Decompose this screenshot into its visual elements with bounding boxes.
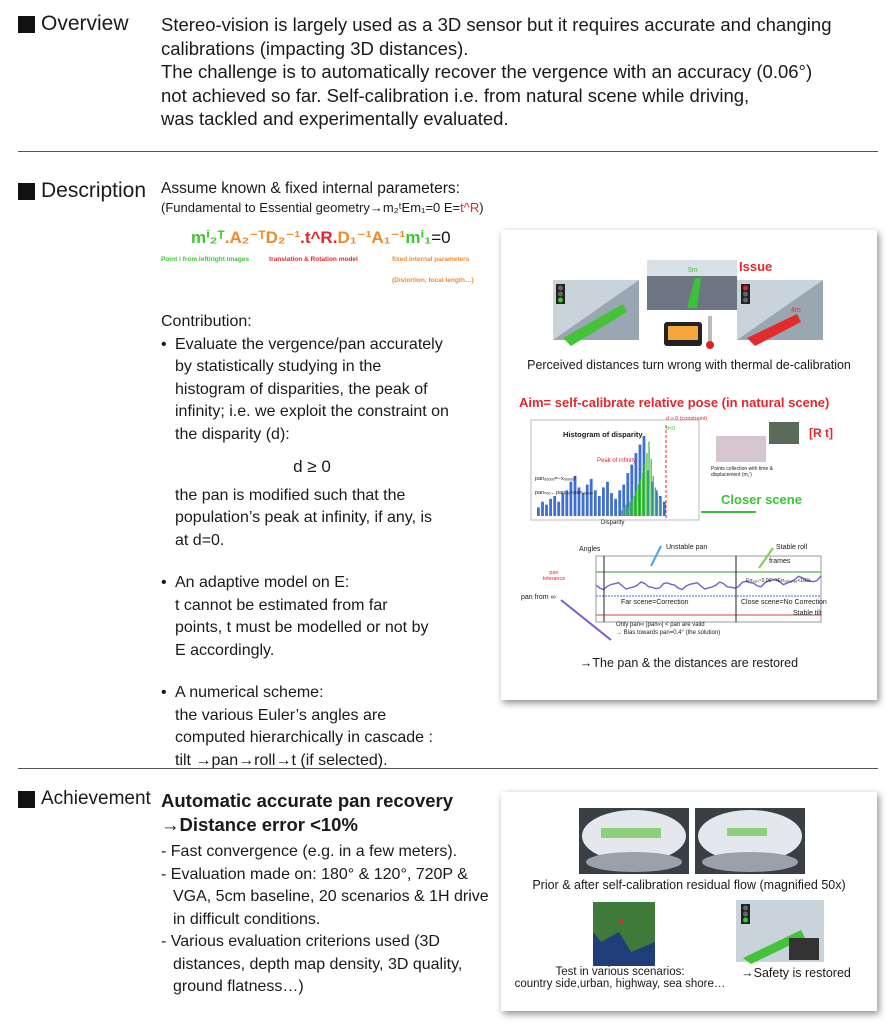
histogram-bar	[561, 493, 564, 516]
pan-tolerance-label: pan tolerance	[542, 570, 566, 582]
histogram-bar-green	[621, 510, 622, 516]
center-road-image	[647, 260, 737, 310]
overview-line: not achieved so far. Self-calibration i.e. from natural scene while driving,	[161, 84, 750, 106]
car-image	[769, 422, 799, 444]
prior-flow-image	[579, 808, 689, 874]
aim-label: Aim= self-calibrate relative pose (in natural scene)	[519, 395, 830, 410]
histogram-bar-green	[644, 465, 645, 516]
histogram-bar-green	[653, 476, 654, 516]
only-pan-label: Only pan∞ |pan∞| < pan are valid	[616, 622, 705, 628]
achievement-item: - Fast convergence (e.g. in a few meters).	[161, 843, 458, 860]
scenarios-caption: Test in various scenarios: country side,urban, highway, sea shore…	[514, 966, 726, 990]
histogram-bar-green	[640, 479, 641, 516]
constraint-equation: d ≥ 0	[293, 457, 331, 476]
angles-label: Angles	[579, 546, 601, 553]
histogram-bar-green	[623, 507, 624, 516]
disparity-axis-label: Disparity	[601, 520, 625, 526]
histogram-bar	[618, 490, 621, 516]
bullet-item: • Evaluate the vergence/pan accurately by statistically studying in the histogram of disparities, the peak of infinity; i.e. we exploit the constraint on the disparity (d): d ≥ 0 the pan is modified such that the population’s peak at infinity, if any, is at d=0.	[161, 335, 449, 549]
histogram-bar-green	[648, 442, 649, 516]
achievement-title-2: →Distance error <10%	[161, 814, 358, 835]
histogram-bar	[582, 493, 585, 516]
overview-line: Stereo-vision is largely used as a 3D sensor but it requires accurate and changing	[161, 14, 832, 35]
contribution-label: Contribution:	[161, 313, 252, 330]
d-lt0-label: d<0	[666, 426, 676, 432]
safety-caption: →Safety is restored	[741, 966, 851, 980]
square-bullet-icon	[18, 183, 35, 200]
safety-scene-image	[736, 900, 824, 964]
description-heading-text: Description	[41, 179, 147, 202]
achievement-column	[161, 789, 491, 999]
bullet-item: • A numerical scheme: the various Euler’s angles are computed hierarchically in cascade : tilt →pan→roll→t (if selected).	[161, 684, 433, 769]
pan-offset-1: panₒₒₒₒₒ=−xₒₒₒₒₒf	[535, 476, 576, 482]
left-scene-image	[553, 280, 639, 346]
overview-line: The challenge is to automatically recover the vergence with an accuracy (0.06°)	[161, 61, 813, 82]
close-scene-label: Close scene=No Correction	[741, 599, 827, 606]
frames-label: frames	[769, 558, 791, 565]
section-divider	[18, 768, 878, 769]
achievement-heading-text: Achievement	[41, 788, 151, 809]
description-column	[161, 178, 491, 772]
points-image	[716, 436, 766, 462]
achievement-item: - Evaluation made on: 180° & 120°, 720P & VGA, 5cm baseline, 20 scenarios & 1H drive in difficult conditions.	[161, 865, 489, 928]
square-bullet-icon	[18, 16, 35, 33]
achievement-heading	[18, 788, 151, 810]
histogram-bar	[574, 476, 577, 516]
description-heading	[18, 179, 146, 203]
achievement-title-1: Automatic accurate pan recovery	[161, 790, 454, 811]
unstable-pan-label: Unstable pan	[666, 544, 708, 551]
fundamental-text: (Fundamental to Essential geometry→m₂ᵗEm₁=0 E=t^R)	[161, 200, 484, 215]
dist-label-2: 4m	[791, 307, 801, 314]
closer-scene-label: Closer scene	[721, 492, 802, 507]
histogram-bar-green	[657, 493, 658, 516]
bias-label: → Bias towards pan=0.4° (the solution)	[616, 630, 721, 636]
achievement-item: - Various evaluation criterions used (3D distances, depth map density, 3D quality, ground flatness…)	[161, 933, 463, 995]
achievement-list	[161, 841, 491, 999]
overview-line: was tackled and experimentally evaluated.	[161, 108, 509, 129]
contribution-block	[161, 311, 491, 772]
heater-icon	[664, 316, 714, 349]
essential-formula: mⁱ₂ᵀ.A₂⁻ᵀD₂⁻¹.t^R.D₁⁻¹A₁⁻¹mⁱ₁=0	[191, 228, 451, 247]
constraint-label: d ≥ 0 (constraint)	[666, 416, 708, 422]
histogram-bar-green	[636, 490, 637, 516]
histogram-bar	[545, 505, 548, 516]
histogram-bar-green	[625, 505, 626, 516]
histogram-bar-green	[629, 502, 630, 516]
histogram-bar	[549, 499, 552, 516]
bullet-item: • An adaptive model on E: t cannot be estimated from far points, t must be modelled or not by E accordingly.	[161, 574, 429, 659]
points-note: Points collection with time & displacement (m₁ⁱ)	[711, 466, 773, 478]
after-flow-image	[695, 808, 805, 874]
histogram-bar-green	[655, 487, 656, 516]
histogram-bar-green	[651, 459, 652, 516]
histogram-bar	[610, 493, 613, 516]
pan-from-label: pan from ∞	[521, 594, 556, 601]
overview-heading	[18, 12, 129, 36]
histogram-title: Histogram of disparity	[563, 430, 643, 439]
histogram-bar-green	[627, 507, 628, 516]
peak-label: Peak of infinity	[597, 458, 637, 464]
histogram-bar-green	[642, 473, 643, 516]
histogram-bar-green	[632, 499, 633, 516]
square-bullet-icon	[18, 791, 35, 808]
histogram-bar	[614, 499, 617, 516]
rt-label: [R t]	[809, 426, 833, 440]
stable-roll-label: Stable roll	[776, 544, 808, 551]
histogram-bar	[590, 479, 593, 516]
histogram-bar	[663, 502, 666, 516]
right-scene-image	[737, 280, 823, 346]
assume-text: Assume known & fixed internal parameters:	[161, 180, 460, 197]
map-image	[593, 902, 655, 966]
achievement-figure	[501, 792, 877, 1011]
pan-offset-2: panₙₑₒ←panₒₗₔ+panₒₒₒₒₒ	[535, 490, 593, 496]
histogram-bar	[606, 482, 609, 516]
histogram-bar-green	[634, 496, 635, 516]
histogram-bar	[570, 482, 573, 516]
formula-labels: Point i from left/right images translation & Rotation model fixed internal parameters (Distortion, focal length…)	[161, 256, 474, 284]
histogram-bar-green	[659, 499, 660, 516]
histogram-bar	[553, 496, 556, 516]
err-label: Errₚₐₙ~0.06°⇒Errₓᵢₛₜₐₙₑₑ<10%	[746, 578, 811, 584]
thermal-caption: Perceived distances turn wrong with thermal de-calibration	[527, 358, 851, 372]
section-divider	[18, 151, 878, 152]
restored-caption: →The pan & the distances are restored	[579, 656, 799, 670]
stable-tilt-label: Stable tilt	[793, 610, 822, 617]
dist-label: 5m	[688, 267, 698, 274]
description-figure	[501, 230, 877, 700]
overview-heading-text: Overview	[41, 12, 129, 35]
histogram-bar-green	[638, 485, 639, 516]
histogram-bar	[598, 496, 601, 516]
residual-flow-caption: Prior & after self-calibration residual flow (magnified 50x)	[532, 878, 846, 892]
issue-label: Issue	[739, 259, 773, 274]
histogram-bar	[557, 502, 560, 516]
histogram-bar	[594, 490, 597, 516]
histogram-bar-green	[646, 453, 647, 516]
far-scene-label: Far scene=Correction	[621, 599, 689, 606]
histogram-bar	[541, 502, 544, 516]
histogram-bar	[537, 507, 540, 516]
histogram-bar	[602, 487, 605, 516]
overview-text	[161, 13, 876, 131]
overview-line: calibrations (impacting 3D distances).	[161, 37, 469, 59]
